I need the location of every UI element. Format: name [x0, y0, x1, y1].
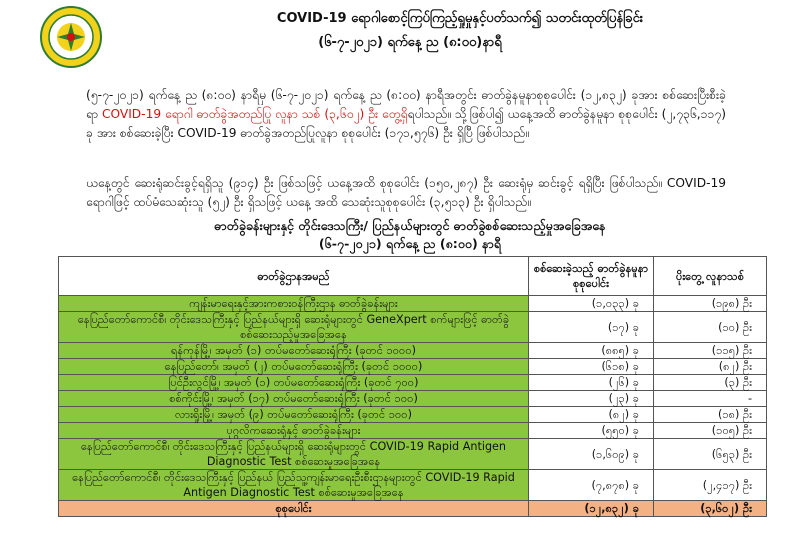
report-date: (၆-၇-၂၀၂၁) ရက်နေ့ ည (၈:၀၀)နာရီ [318, 35, 502, 50]
tested-count: (၂၃) ခု [529, 391, 654, 407]
summary-text-end: ရပါသည်။ သို့ဖြစ်ပါ၍ ယနေ့အထိ ဓာတ်ခွဲနမူနာ စုစုပေါင်း (၂,၇၃၆,၁၁၇) ခု အား စစ်ဆေးခဲ့ပြီး COVID-19 ဓာတ်ခွဲအတည်ပြုလူနာ စုစုပေါင်း (၁၇၁,၅၇၆) ဦး ရှိပြီ ဖြစ်ပါသည်။ [86, 107, 726, 140]
lab-name: ရန်ကုန်မြို့၊ အမှတ် (၁) တပ်မတော်ဆေးရုံကြီး (ခုတင် ၁၀၀၀) [59, 343, 529, 359]
table-row [59, 407, 767, 423]
positive-count: (၁၉၈) ဦး [654, 296, 767, 312]
tested-count: (၁,၀၃၃) ခု [529, 296, 654, 312]
table-header-row [59, 257, 767, 296]
table-row [59, 391, 767, 407]
header-lab-name: ဓာတ်ခွဲဌာနအမည် [59, 257, 529, 296]
table-row [59, 423, 767, 439]
positive-count: (၆၅၃) ဦး [654, 439, 767, 470]
table-total-row [59, 501, 767, 517]
page-title: COVID-19 ရောဂါစောင့်ကြပ်ကြည့်ရှုမှုနှင့်ပတ်သက်၍ သတင်းထုတ်ပြန်ခြင်း [276, 11, 644, 26]
lab-name: နေပြည်တော်၊ အမှတ် (၂) တပ်မတော်ဆေးရုံကြီး (ခုတင် ၁၀၀၀) [59, 359, 529, 375]
tested-count: (၅၅၀) ခု [529, 423, 654, 439]
tested-count: (၁,၆၀၉) ခု [529, 439, 654, 470]
header-positive: ပိုးတွေ့ လူနာသစ် [654, 257, 767, 296]
ministry-emblem-icon [40, 6, 102, 68]
table-row [59, 375, 767, 391]
total-label: စုစုပေါင်း [59, 501, 529, 517]
table-row [59, 296, 767, 312]
lab-testing-table [58, 256, 767, 517]
new-cases-highlight: COVID-19 ရောဂါ ဓာတ်ခွဲအတည်ပြု လူနာ သစ် (၃,၆၀၂) ဦး တွေ့ရှိ [101, 107, 408, 121]
summary-paragraph [86, 86, 726, 143]
table-row [59, 312, 767, 343]
positive-count: (၁၁၅) ဦး [654, 343, 767, 359]
lab-name: ပြင်ဦးလွင်မြို့၊ အမှတ် (၁) တပ်မတော်ဆေးရုံကြီး (ခုတင် ၇၀၀) [59, 375, 529, 391]
lab-name: နေပြည်တော်ကောင်စီ၊ တိုင်းဒေသကြီးနှင့် ပြည်နယ်များရှိ ဆေးရုံများတွင် GeneXpert စက်များဖြင့် ဓာတ်ခွဲစစ်ဆေးသည့်မှုအခြေအနေ [59, 312, 529, 343]
positive-count: (၈၂) ဦး [654, 359, 767, 375]
tested-count: (၂၆) ခု [529, 375, 654, 391]
positive-count: (၃) ဦး [654, 375, 767, 391]
positive-count: (၁၀၅) ဦး [654, 423, 767, 439]
table-row [59, 343, 767, 359]
positive-count: - [654, 391, 767, 407]
tested-count: (၈၂) ခု [529, 407, 654, 423]
positive-count: (၂,၄၁၇) ဦး [654, 470, 767, 501]
lab-name: ကျန်းမာရေးနှင့်အားကစားဝန်ကြီးဌာန ဓာတ်ခွဲခန်းများ [59, 296, 529, 312]
lab-name: လားရှိုးမြို့၊ အမှတ် (၉) တပ်မတော်ဆေးရုံကြီး (ခုတင် ၁၀၀) [59, 407, 529, 423]
lab-name: စစ်ကိုင်းမြို့၊ အမှတ် (၁၇) တပ်မတော်ဆေးရုံကြီး (ခုတင် ၁၀၀) [59, 391, 529, 407]
recovery-paragraph: ယနေ့တွင် ဆေးရုံဆင်းခွင့်ရရှိသူ (၉၁၄) ဦး ဖြစ်သဖြင့် ယနေ့အထိ စုစုပေါင်း (၁၅၀,၂၈၇) ဦး ဆေးရုံမှ ဆင်းခွင့် ရရှိပြီး ဖြစ်ပါသည်။ COVID-19 ရောဂါဖြင့် ထပ်မံသေဆုံးသူ (၅၂) ဦး ရှိသဖြင့် ယနေ့ အထိ သေဆုံးသူစုစုပေါင်း (၃,၅၁၃) ဦး ရှိပါသည်။ [86, 176, 726, 209]
table-date: (၆-၇-၂၀၂၁) ရက်နေ့ ည (၈:၀၀) နာရီ [318, 236, 502, 251]
tested-count: (၇,၈၇၈) ခု [529, 470, 654, 501]
positive-count: (၁၀) ဦး [654, 312, 767, 343]
lab-name: နေပြည်တော်ကောင်စီ၊ တိုင်းဒေသကြီးနှင့် ပြည်နယ်များရှိ ဆေးရုံများတွင် COVID-19 Rapid Antigen Diagnostic Test စစ်ဆေးမှုအခြေအနေ [59, 439, 529, 470]
total-positive: (၃,၆၀၂) ဦး [654, 501, 767, 517]
lab-name: နေပြည်တော်ကောင်စီ၊ တိုင်းဒေသကြီးနှင့် ပြည်နယ် ပြည်သူ့ကျန်းမာရေးဦးစီးဌာနများတွင် COVID-19 Rapid Antigen Diagnostic Test စစ်ဆေးမှုအခြေအနေ [59, 470, 529, 501]
positive-count: (၁၈) ဦး [654, 407, 767, 423]
tested-count: (၆၁၈) ခု [529, 359, 654, 375]
header-tested: စစ်ဆေးခဲ့သည့် ဓာတ်ခွဲနမူနာ စုစုပေါင်း [529, 257, 654, 296]
tested-count: (၈၈၅) ခု [529, 343, 654, 359]
summary-text-start: (၅-၇-၂၀၂၁) ရက်နေ့ ည (၈:၀၀) နာရီမှ (၆-၇-၂၀၂၁) ရက်နေ့ ည (၈:၀၀) နာရီအတွင်း ဓာတ်ခွဲနမူနာစုစုပေါင်း (၁၂,၈၃၂) ခုအား စစ်ဆေးပြီးစီးခဲ့ရာ [86, 88, 726, 121]
table-title: ဓာတ်ခွဲခန်းများနှင့် တိုင်းဒေသကြီး/ ပြည်နယ်များတွင် ဓာတ်ခွဲစစ်ဆေးသည့်မှုအခြေအနေ [214, 218, 606, 233]
table-row [59, 470, 767, 501]
total-tested: (၁၂,၈၃၂) ခု [529, 501, 654, 517]
table-row [59, 439, 767, 470]
table-row [59, 359, 767, 375]
tested-count: (၁၇) ခု [529, 312, 654, 343]
lab-name: ပုဂ္ဂလိကဆေးရုံနှင့် ဓာတ်ခွဲခန်းများ [59, 423, 529, 439]
